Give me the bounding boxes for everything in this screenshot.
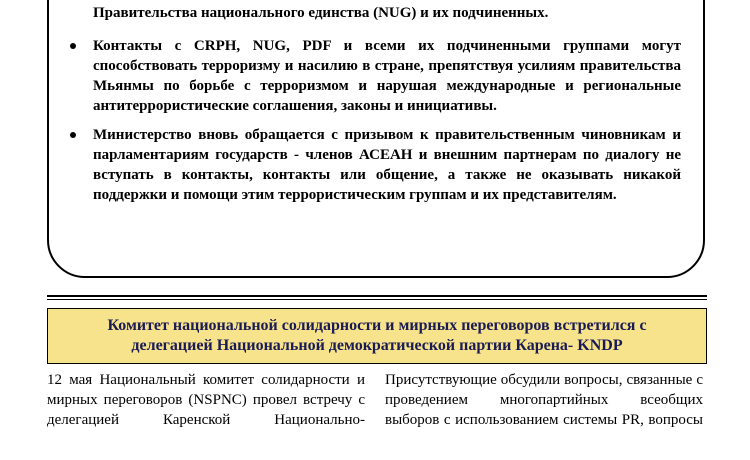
bullet-dot-icon — [70, 43, 76, 49]
notice-bullet-item — [68, 36, 681, 116]
article-paragraph: Присутствующие обсудили вопросы, связанные с проведением многопартийных всеобщих выборов с использованием системы PR, вопросы — [385, 372, 703, 428]
bullet-dot-icon — [70, 132, 76, 138]
headline-line-1: Комитет национальной солидарности и мирных переговоров встретился с — [107, 317, 647, 334]
notice-bullet-item — [68, 125, 681, 205]
article-column-left — [47, 370, 365, 430]
notice-bullet-text: Контакты с CRPH, NUG, PDF и всеми их подчиненными группами могут способствовать терроризму и насилию в стране, препятствуя усилиям правительства Мьянмы по борьбе с терроризмом и нарушая международные и региональные антитеррористические соглашения, законы и инициативы. — [93, 38, 681, 114]
section-divider — [47, 295, 707, 297]
article-headline — [47, 308, 707, 364]
headline-line-2: делегацией Национальной демократической партии Карена- KNDP — [131, 337, 623, 354]
section-divider-thin — [47, 299, 707, 300]
notice-continued-line: Правительства национального единства (NUG) и их подчиненных. — [93, 5, 549, 21]
notice-bullet-text: Министерство вновь обращается с призывом к правительственным чиновникам и парламентариям государств - членов АСЕАН и внешним партнерам по диалогу не вступать в контакты, контакты или общение, а также не оказывать никакой поддержки и помощи этим террористическим группам и их представителям. — [93, 127, 681, 203]
article-column-right — [385, 370, 703, 430]
article-paragraph: 12 мая Национальный комитет солидарности и мирных переговоров (NSPNC) провел встречу с делегацией Каренской Национально- — [47, 372, 365, 428]
notice-bullet-list — [68, 36, 681, 214]
